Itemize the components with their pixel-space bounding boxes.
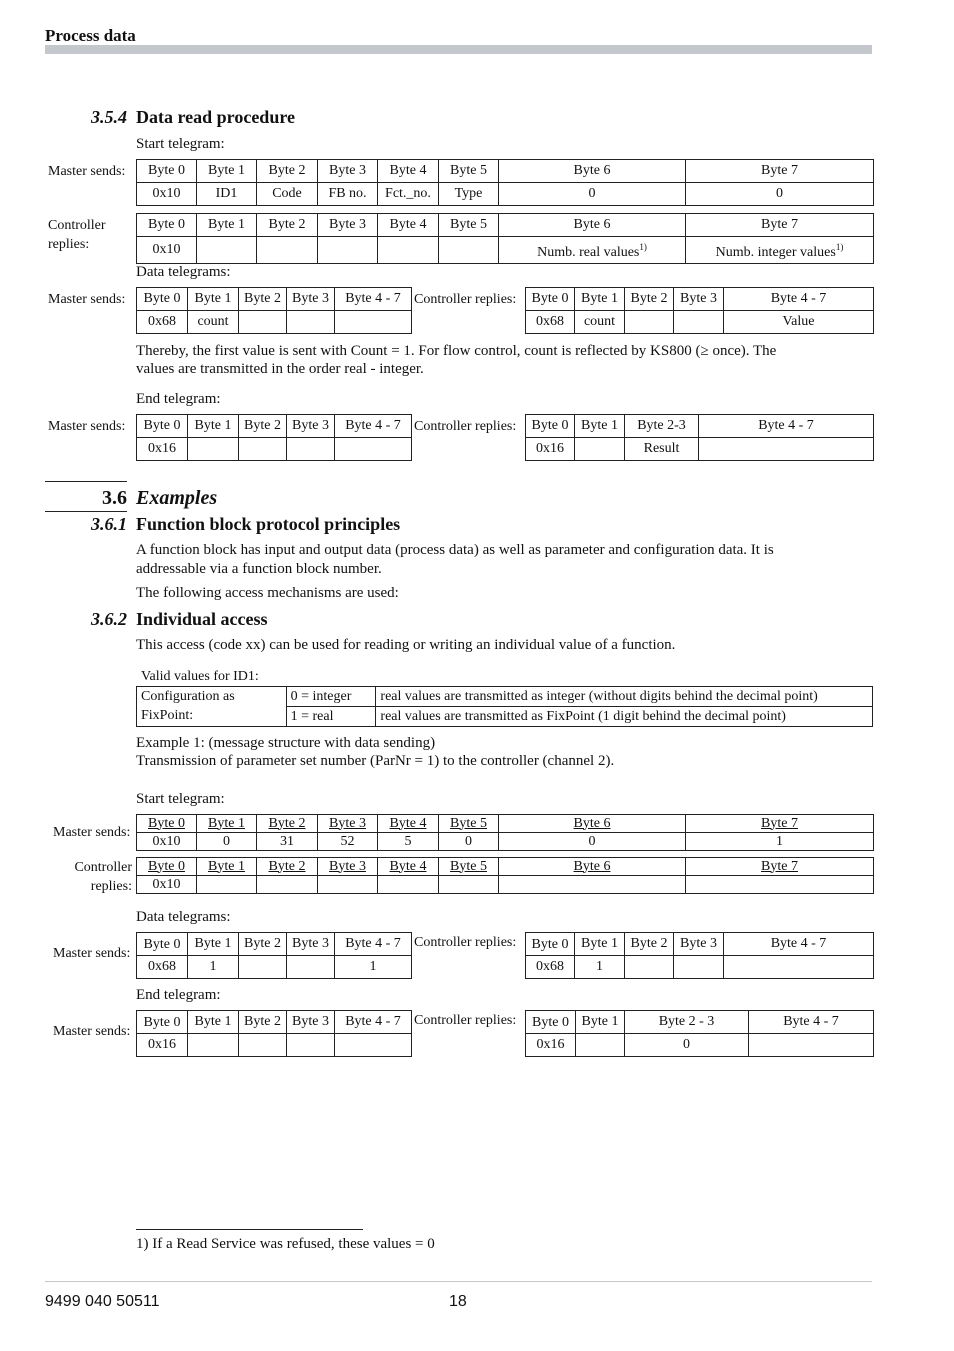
cell: 0x16 <box>137 1034 188 1057</box>
cell: Byte 1 <box>575 933 625 956</box>
cell: 1 <box>575 956 625 979</box>
section-rule <box>45 511 127 512</box>
start-telegram-label: Start telegram: <box>136 791 225 807</box>
cell: Byte 3 <box>318 858 378 876</box>
cell: Byte 1 <box>188 933 239 956</box>
cell <box>439 876 499 894</box>
cell: Byte 2-3 <box>625 415 699 438</box>
cell <box>686 876 874 894</box>
cell: Byte 2 <box>239 1011 287 1034</box>
page-number: 18 <box>449 1293 467 1310</box>
cell: Byte 6 <box>499 160 686 183</box>
end-controller-table <box>525 414 874 461</box>
cell: Byte 0 <box>137 815 197 833</box>
cell <box>674 956 724 979</box>
cell: 0x10 <box>137 876 197 894</box>
cell: Byte 4 <box>378 858 439 876</box>
cell: Byte 2 - 3 <box>625 1011 749 1034</box>
cell: 0 <box>499 833 686 851</box>
cell: Byte 3 <box>287 933 335 956</box>
cell: Byte 7 <box>686 214 874 237</box>
cell <box>239 956 287 979</box>
cell <box>287 311 335 334</box>
cell: Byte 4 - 7 <box>335 288 412 311</box>
cell: ID1 <box>197 183 257 206</box>
paragraph-line: Thereby, the first value is sent with Count = 1. For flow control, count is reflected by KS800 (≥ once). The <box>136 343 777 359</box>
cell: 0x10 <box>137 237 197 264</box>
footnote-ref: 1) <box>835 242 844 252</box>
cell <box>335 438 412 461</box>
cell: Byte 3 <box>287 288 335 311</box>
cell <box>625 956 674 979</box>
end-telegram-label: End telegram: <box>136 987 221 1003</box>
replies-label: replies: <box>48 237 90 252</box>
cell: Byte 0 <box>137 160 197 183</box>
cell <box>257 237 318 264</box>
cell: FB no. <box>318 183 378 206</box>
section-title: Individual access <box>136 609 268 629</box>
cell: Byte 3 <box>674 288 724 311</box>
footnote: 1) If a Read Service was refused, these values = 0 <box>136 1236 435 1252</box>
cell-line: FixPoint: <box>141 708 194 723</box>
cell <box>287 956 335 979</box>
cell: Byte 3 <box>287 1011 335 1034</box>
cell: Byte 7 <box>686 815 874 833</box>
cell: Byte 1 <box>575 288 625 311</box>
section-title: Examples <box>136 487 218 509</box>
ex-end-controller-table <box>525 1010 874 1057</box>
cell: Byte 1 <box>197 160 257 183</box>
cell: Byte 3 <box>318 160 378 183</box>
cell: Byte 4 - 7 <box>335 1011 412 1034</box>
cell: 0x10 <box>137 833 197 851</box>
cell: Byte 5 <box>439 815 499 833</box>
paragraph-line: A function block has input and output data (process data) as well as parameter and configuration data. It is <box>136 542 774 558</box>
master-sends-label: Master sends: <box>48 164 126 179</box>
cell: Byte 1 <box>188 415 239 438</box>
cell: 0x68 <box>137 311 188 334</box>
cell <box>239 1034 287 1057</box>
paragraph-line: Transmission of parameter set number (ParNr = 1) to the controller (channel 2). <box>136 753 615 769</box>
cell: Byte 4 - 7 <box>724 933 874 956</box>
data-telegrams-label: Data telegrams: <box>136 264 231 280</box>
controller-replies-label: Controller replies: <box>414 1013 517 1028</box>
cell: Byte 0 <box>137 288 188 311</box>
cell: Byte 2 <box>239 415 287 438</box>
cell: Byte 1 <box>197 858 257 876</box>
cell <box>257 876 318 894</box>
cell: Byte 0 <box>137 858 197 876</box>
cell: Byte 1 <box>188 288 239 311</box>
paragraph-line: Example 1: (message structure with data sending) <box>136 735 436 751</box>
cell: 0 <box>686 183 874 206</box>
cell: Byte 0 <box>526 933 575 956</box>
cell: Type <box>439 183 499 206</box>
start-master-table <box>136 159 874 206</box>
cell <box>439 237 499 264</box>
cell: Byte 0 <box>526 415 575 438</box>
cell <box>239 438 287 461</box>
controller-replies-label: Controller replies: <box>414 935 517 950</box>
cell <box>239 311 287 334</box>
cell: Byte 4 - 7 <box>699 415 874 438</box>
cell-text: Numb. integer values <box>715 245 836 260</box>
cell: Byte 2 <box>257 160 318 183</box>
cell <box>197 876 257 894</box>
master-sends-label: Master sends: <box>53 1024 131 1039</box>
cell: 31 <box>257 833 318 851</box>
cell <box>287 438 335 461</box>
cell: 0 <box>197 833 257 851</box>
ex-end-master-table <box>136 1010 412 1057</box>
cell: Byte 1 <box>197 815 257 833</box>
cell: count <box>188 311 239 334</box>
cell: 1 <box>686 833 874 851</box>
cell <box>318 876 378 894</box>
cell: 52 <box>318 833 378 851</box>
cell: Byte 0 <box>526 1011 576 1034</box>
cell: 0x68 <box>526 956 575 979</box>
cell: Value <box>724 311 874 334</box>
cell: Byte 6 <box>499 214 686 237</box>
cell: Byte 4 <box>378 815 439 833</box>
cell <box>575 438 625 461</box>
controller-replies-label: Controller replies: <box>414 419 517 434</box>
cell: Byte 6 <box>499 815 686 833</box>
section-number: 3.6.1 <box>91 514 127 534</box>
cell: Byte 3 <box>318 214 378 237</box>
paragraph-line: This access (code xx) can be used for reading or writing an individual value of a function. <box>136 637 676 653</box>
cell: Byte 4 - 7 <box>749 1011 874 1034</box>
cell: Byte 4 - 7 <box>335 933 412 956</box>
cell <box>724 956 874 979</box>
cell <box>699 438 874 461</box>
cell: Byte 2 <box>257 858 318 876</box>
cell: Byte 1 <box>575 415 625 438</box>
cell: real values are transmitted as integer (without digits behind the decimal point) <box>376 687 873 707</box>
cell: Byte 5 <box>439 858 499 876</box>
cell: Byte 2 <box>239 288 287 311</box>
paragraph-line: values are transmitted in the order real - integer. <box>136 361 424 377</box>
cell: Byte 2 <box>257 815 318 833</box>
cell <box>749 1034 874 1057</box>
cell: 0x16 <box>526 438 575 461</box>
cell: Byte 2 <box>239 933 287 956</box>
header-bar <box>45 45 872 54</box>
section-rule <box>45 481 127 482</box>
controller-replies-label: Controller replies: <box>414 292 517 307</box>
running-header: Process data <box>45 26 136 45</box>
cell <box>287 1034 335 1057</box>
cell <box>674 311 724 334</box>
ex-data-controller-table <box>525 932 874 979</box>
cell <box>335 311 412 334</box>
cell <box>318 237 378 264</box>
cell: Byte 7 <box>686 858 874 876</box>
cell: Byte 2 <box>257 214 318 237</box>
cell: Byte 1 <box>576 1011 625 1034</box>
valid-values-table <box>136 686 873 727</box>
cell: Result <box>625 438 699 461</box>
cell: Fct._no. <box>378 183 439 206</box>
cell: Byte 4 - 7 <box>335 415 412 438</box>
footnote-rule <box>136 1229 363 1230</box>
master-sends-label: Master sends: <box>53 946 131 961</box>
cell: 0x10 <box>137 183 197 206</box>
end-telegram-label: End telegram: <box>136 391 221 407</box>
ex-start-master-table <box>136 814 874 851</box>
document-number: 9499 040 50511 <box>45 1293 160 1310</box>
cell: 0x16 <box>526 1034 576 1057</box>
cell: Byte 0 <box>137 214 197 237</box>
cell: Byte 3 <box>674 933 724 956</box>
section-number: 3.6 <box>102 487 127 509</box>
cell: 1 <box>335 956 412 979</box>
paragraph-line: The following access mechanisms are used: <box>136 585 399 601</box>
cell <box>378 237 439 264</box>
data-controller-table <box>525 287 874 334</box>
controller-label: Controller <box>74 860 132 875</box>
cell: Byte 1 <box>188 1011 239 1034</box>
start-telegram-label: Start telegram: <box>136 136 225 152</box>
data-telegrams-label: Data telegrams: <box>136 909 231 925</box>
cell <box>686 237 874 264</box>
cell <box>188 438 239 461</box>
master-sends-label: Master sends: <box>48 292 126 307</box>
cell-line: Configuration as <box>141 689 235 704</box>
data-master-table <box>136 287 412 334</box>
ex-start-controller-table <box>136 857 874 894</box>
cell: 0x68 <box>137 956 188 979</box>
cell: Byte 7 <box>686 160 874 183</box>
cell: 0 = integer <box>286 687 376 707</box>
controller-label: Controller <box>48 218 106 233</box>
cell: 0x68 <box>526 311 575 334</box>
replies-label: replies: <box>90 879 132 894</box>
footer-rule <box>45 1281 872 1282</box>
cell: 1 = real <box>286 707 376 727</box>
section-number: 3.6.2 <box>91 609 127 629</box>
cell-text: Numb. real values <box>537 245 640 260</box>
valid-values-label: Valid values for ID1: <box>141 669 259 684</box>
cell <box>378 876 439 894</box>
cell: Byte 6 <box>499 858 686 876</box>
cell: Byte 3 <box>318 815 378 833</box>
cell: 0 <box>499 183 686 206</box>
cell: Byte 2 <box>625 288 674 311</box>
cell <box>335 1034 412 1057</box>
cell <box>499 876 686 894</box>
paragraph-line: addressable via a function block number. <box>136 561 382 577</box>
cell: real values are transmitted as FixPoint (1 digit behind the decimal point) <box>376 707 873 727</box>
section-title: Function block protocol principles <box>136 514 401 534</box>
cell: Byte 4 - 7 <box>724 288 874 311</box>
cell: Byte 2 <box>625 933 674 956</box>
cell: Byte 4 <box>378 214 439 237</box>
cell: 5 <box>378 833 439 851</box>
ex-data-master-table <box>136 932 412 979</box>
cell: Byte 0 <box>137 415 188 438</box>
master-sends-label: Master sends: <box>48 419 126 434</box>
cell: Byte 5 <box>439 160 499 183</box>
cell: Byte 5 <box>439 214 499 237</box>
cell <box>188 1034 239 1057</box>
cell <box>137 687 287 727</box>
cell: count <box>575 311 625 334</box>
cell: Byte 0 <box>526 288 575 311</box>
cell <box>197 237 257 264</box>
cell: Byte 0 <box>137 1011 188 1034</box>
end-master-table <box>136 414 412 461</box>
section-title: Data read procedure <box>136 107 295 127</box>
footnote-ref: 1) <box>639 242 647 252</box>
cell: Byte 3 <box>287 415 335 438</box>
cell: 0 <box>439 833 499 851</box>
cell: 0 <box>625 1034 749 1057</box>
cell: 0x16 <box>137 438 188 461</box>
cell <box>499 237 686 264</box>
master-sends-label: Master sends: <box>53 825 131 840</box>
cell: Byte 1 <box>197 214 257 237</box>
start-controller-table <box>136 213 874 264</box>
cell: 1 <box>188 956 239 979</box>
cell: Code <box>257 183 318 206</box>
cell: Byte 4 <box>378 160 439 183</box>
cell <box>625 311 674 334</box>
cell: Byte 0 <box>137 933 188 956</box>
section-number: 3.5.4 <box>91 107 127 127</box>
cell <box>576 1034 625 1057</box>
